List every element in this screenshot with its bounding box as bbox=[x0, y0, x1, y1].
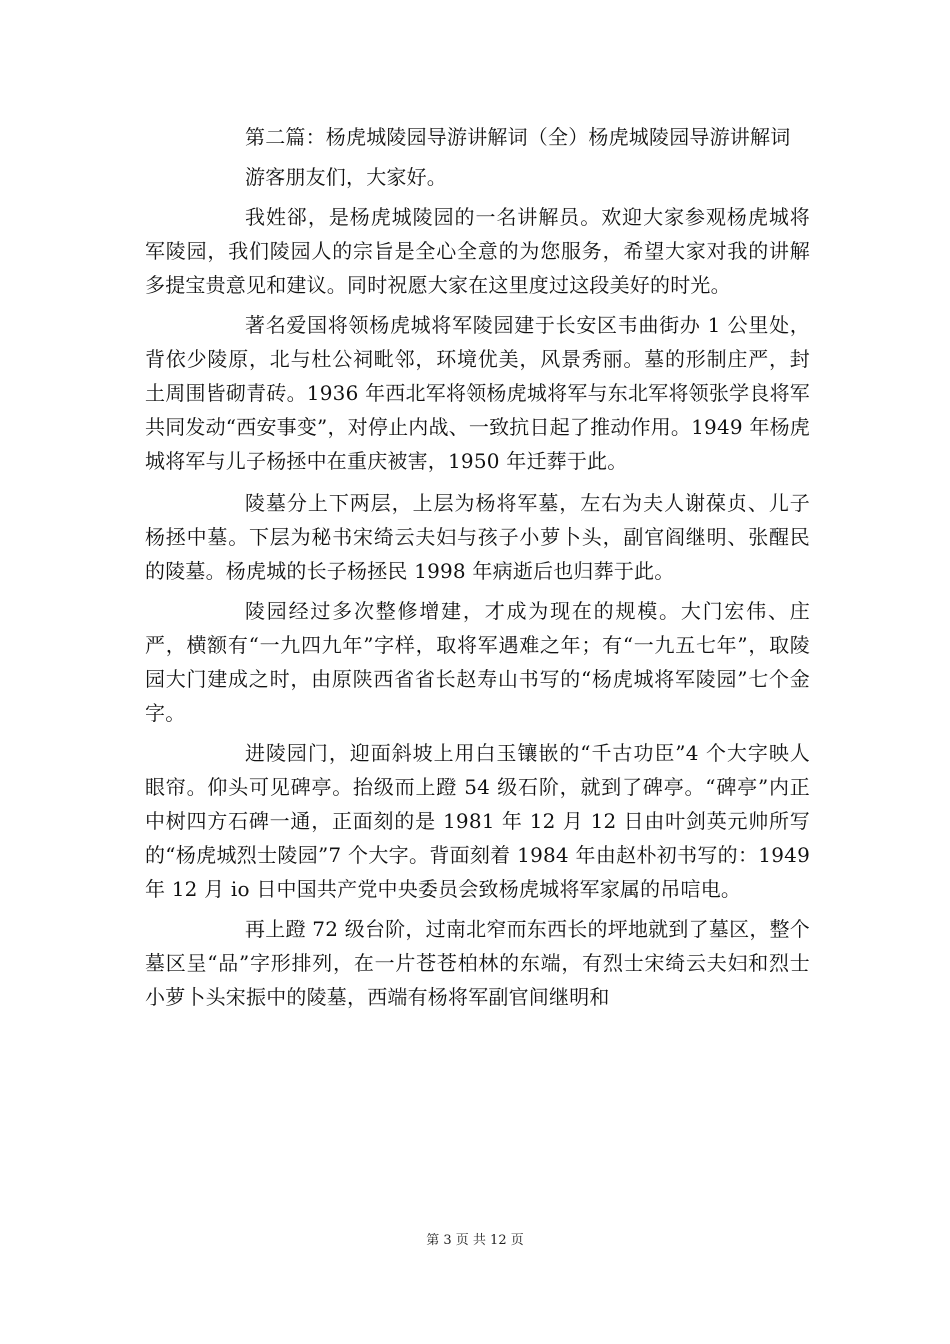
paragraph-tomb-area: 再上蹬 72 级台阶，过南北窄而东西长的坪地就到了墓区，整个墓区呈“品”字形排列，在一片苍苍柏林的东端，有烈士宋绮云夫妇和烈士小萝卜头宋振中的陵墓，西端有杨将军副官间继明和 bbox=[145, 917, 810, 1009]
paragraph-gate: 陵园经过多次整修增建，才成为现在的规模。大门宏伟、庄严，横额有“一九四九年”字样，取将军遇难之年；有“一九五七年”，取陵园大门建成之时，由原陕西省省长赵寿山书写的“杨虎城将军陵园”七个金字。 bbox=[145, 599, 810, 725]
page-number-label: 第 3 页 共 12 页 bbox=[426, 1233, 524, 1248]
paragraph-tomb-layout: 陵墓分上下两层，上层为杨将军墓，左右为夫人谢葆贞、儿子杨拯中墓。下层为秘书宋绮云夫妇与孩子小萝卜头，副官阎继明、张醒民的陵墓。杨虎城的长子杨拯民 1998 年病逝后也归葬于此。 bbox=[145, 491, 810, 583]
document-body bbox=[145, 120, 810, 1014]
paragraph-greeting: 游客朋友们，大家好。 bbox=[245, 165, 447, 189]
paragraph-history: 著名爱国将领杨虎城将军陵园建于长安区韦曲街办 1 公里处，背依少陵原，北与杜公祠毗邻，环境优美，风景秀丽。墓的形制庄严，封土周围皆砌青砖。1936 年西北军将领杨虎城将军与东北军将领张学良将军共同发动“西安事变”，对停止内战、一致抗日起了推动作用。1949 年杨虎城将军与儿子杨拯中在重庆被害，1950 年迁葬于此。 bbox=[145, 313, 810, 473]
document-title: 第二篇：杨虎城陵园导游讲解词（全）杨虎城陵园导游讲解词 bbox=[245, 125, 791, 149]
page-number bbox=[0, 1233, 950, 1249]
paragraph-stele-pavilion: 进陵园门，迎面斜坡上用白玉镶嵌的“千古功臣”4 个大字映人眼帘。仰头可见碑亭。抬级而上蹬 54 级石阶，就到了碑亭。“碑亭”内正中树四方石碑一通，正面刻的是 1981 年 12 月 12 日由叶剑英元帅所写的“杨虎城烈士陵园”7 个大字。背面刻着 1984 年由赵朴初书写的：1949 年 12 月 io 日中国共产党中央委员会致杨虎城将军家属的吊唁电。 bbox=[145, 741, 810, 901]
paragraph-introduction: 我姓郤，是杨虎城陵园的一名讲解员。欢迎大家参观杨虎城将军陵园，我们陵园人的宗旨是全心全意的为您服务，希望大家对我的讲解多提宝贵意见和建议。同时祝愿大家在这里度过这段美好的时光。 bbox=[145, 205, 810, 297]
